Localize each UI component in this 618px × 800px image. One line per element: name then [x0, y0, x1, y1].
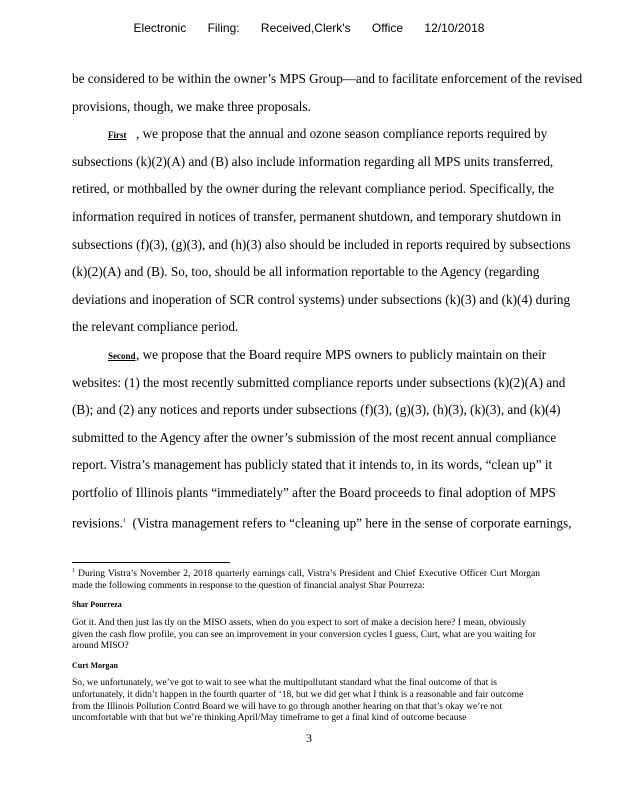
text-line: submitted to the Agency after the owner’s submission of the most recent annual compliance	[72, 429, 557, 445]
text-line	[72, 512, 572, 540]
footnote-ref[interactable]: 1	[122, 517, 126, 524]
speaker-name: Curt Morgan	[72, 660, 118, 670]
footnote-divider	[72, 562, 230, 563]
text-line: (k)(2)(A) and (B). So, too, should be all information reportable to the Agency (regarding	[72, 264, 540, 280]
text-line: portfolio of Illinois plants “immediately” after the Board proceeds to final adoption of MPS	[72, 484, 556, 500]
header-date: 12/10/2018	[424, 21, 485, 35]
text-line: provisions, though, we make three proposals.	[72, 98, 311, 114]
text: , we propose that the Board require MPS owners to publicly maintain on their	[136, 346, 547, 362]
text-line: subsections (f)(3), (g)(3), and (h)(3) also should be included in reports required by subsections	[72, 236, 571, 252]
footnote-number: 1	[72, 568, 75, 574]
text-line: subsections (k)(2)(A) and (B) also include information regarding all MPS units transferred,	[72, 153, 554, 169]
text-line: report. Vistra’s management has publicly stated that it intends to, in its words, “clean up” it	[72, 457, 553, 473]
header-text: Office	[371, 21, 404, 35]
text-line: websites: (1) the most recently submitted compliance reports under subsections (k)(2)(A) and	[72, 374, 566, 390]
text-line: retired, or mothballed by the owner during the relevant compliance period. Specifically, the	[72, 181, 555, 197]
speaker-quote: Got it. And then just las tly on the MISO assets, when do you expect to sort of make a decision here? I mean, obviously given the cash flow profile, you can see an improvement in your conversion cycles I guess, Curt, what are you waiting for around MISO?	[72, 617, 536, 652]
first-proposal-line	[72, 125, 552, 153]
page-number: 3	[306, 731, 312, 745]
filing-header	[0, 21, 618, 35]
header-text: Filing:	[207, 21, 240, 35]
header-text: Received,Clerk's	[260, 21, 351, 35]
first-label: First	[108, 130, 127, 141]
second-proposal-line	[72, 346, 552, 374]
body-text	[72, 70, 583, 539]
text-line: information required in notices of transfer, permanent shutdown, and temporary shutdown in	[72, 208, 562, 224]
text: revisions.	[72, 514, 123, 530]
text: (Vistra management refers to “cleaning up” here in the sense of corporate earnings,	[132, 514, 572, 530]
header-text: Electronic	[133, 21, 187, 35]
text-line: the relevant compliance period.	[72, 319, 239, 335]
second-label: Second	[108, 350, 136, 361]
text: , we propose that the annual and ozone season compliance reports required by	[136, 126, 548, 142]
footnote-intro: During Vistra’s November 2, 2018 quarterly earnings call, Vistra’s President and Chief Executive Officer Curt Morgan made the following comments in response to the question of financial analyst Shar Pourreza:	[72, 569, 540, 591]
text-line: deviations and inoperation of SCR control systems) under subsections (k)(3) and (k)(4) during	[72, 291, 571, 307]
text-line: (B); and (2) any notices and reports under subsections (f)(3), (g)(3), (h)(3), (k)(3), and (k)(4)	[72, 402, 561, 418]
footnote	[72, 566, 540, 732]
speaker-name: Shar Pourreza	[72, 600, 122, 610]
speaker-quote: So, we unfortunately, we’ve got to wait to see what the multipollutant standard what the final outcome of that is unfortunately, it didn’t happen in the fourth quarter of ‘18, but we did get what I think is a reasonable and fair outcome from the Illinois Pollution Contrd Board we will have to go through another hearing on that that’s okay we’re not uncomfortable with that but we’re thinking April/May timeframe to get a final kind of outcome because	[72, 678, 524, 724]
text-line: be considered to be within the owner’s MPS Group—and to facilitate enforcement of the revised	[72, 71, 583, 86]
